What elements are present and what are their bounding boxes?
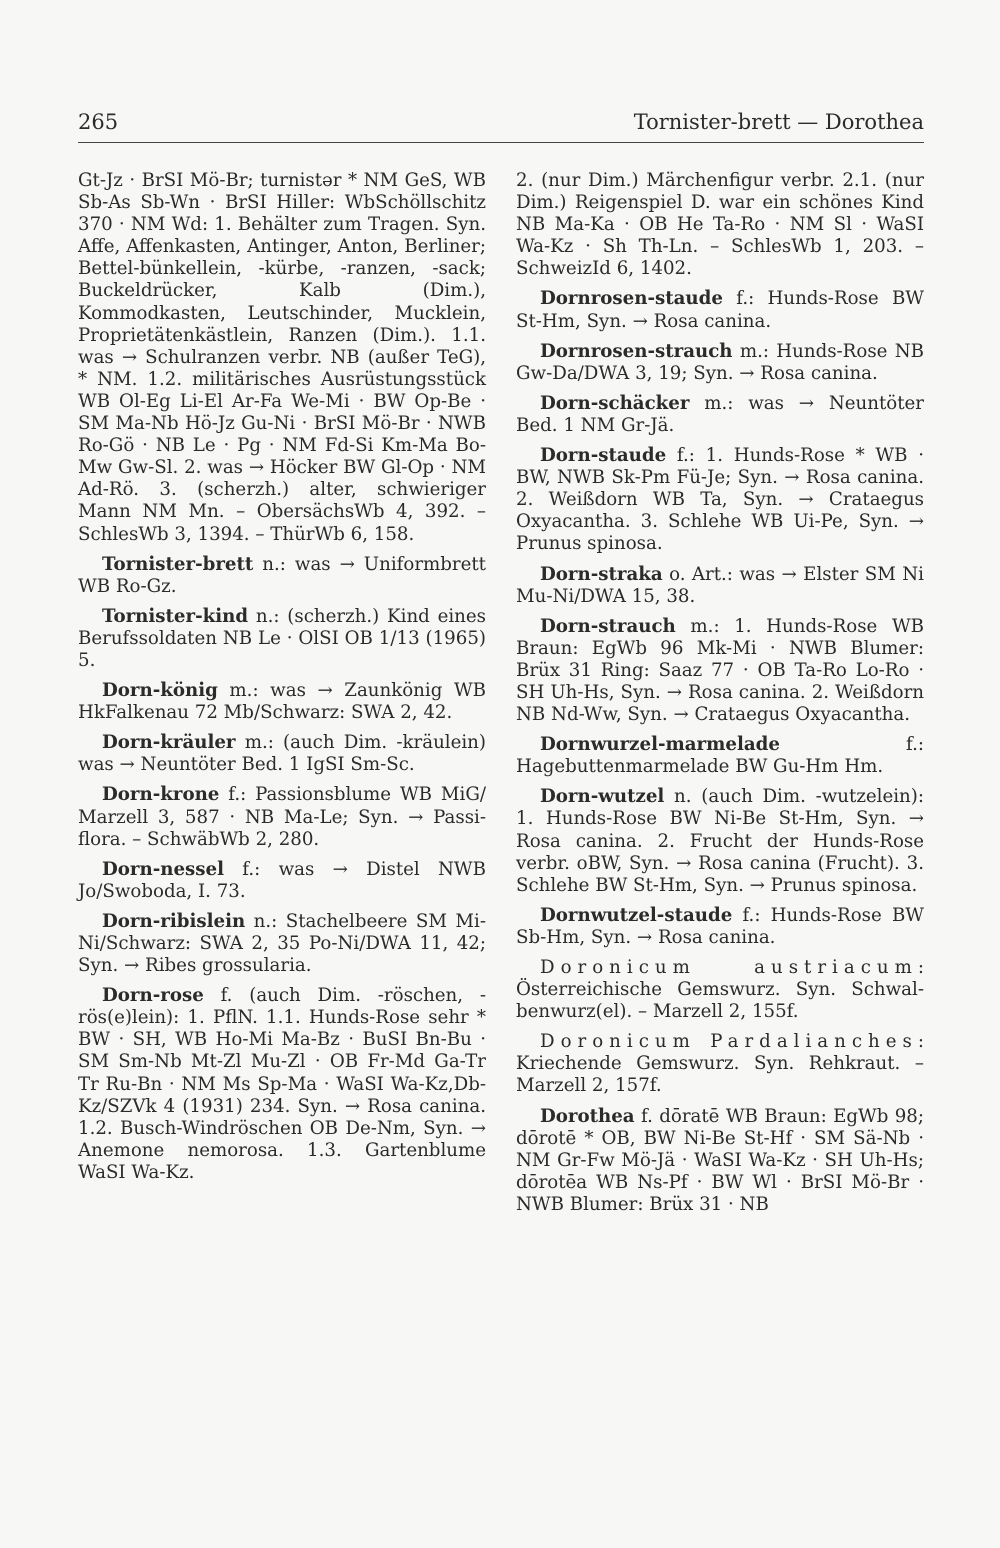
dictionary-entry bbox=[516, 564, 924, 608]
entry-headword: Tornister-brett bbox=[102, 553, 254, 575]
dictionary-entry bbox=[78, 859, 486, 903]
entry-text: 2. (nur Dim.) Märchenfigur verbr. 2.1. (nur Dim.) Reigenspiel D. war ein schönes Kind NB Ma-Ka · OB He Ta-Ro · NM Sl · WaSI Wa-Kz · Sh Th-Ln. – SchlesWb 1, 203. – SchweizId 6, 1402. bbox=[516, 170, 924, 280]
entry-headword: Doronicum Pardalianches bbox=[540, 1031, 918, 1053]
entry-text: f.: Passionsblume WB MiG/ Marzell 3, 587 · NB Ma-Le; Syn. → Passiflora. – SchwäbWb 2, 280. bbox=[78, 784, 486, 850]
entry-headword: Dornrosen-strauch bbox=[540, 340, 733, 362]
entry-headword: Dorn-strauch bbox=[540, 615, 676, 637]
entry-text: f. (auch Dim. -röschen, -rös(e)lein): 1. PflN. 1.1. Hunds-Rose sehr * BW · SH, WB Ho-Mi Ma-Bz · BuSI Bn-Bu · SM Sm-Nb Mt-Zl Mu-Zl · OB Fr-Md Ga-Tr Tr Ru-Bn · NM Ms Sp-Ma · WaSI Wa-Kz,Db-Kz/SZVk 4 (1931) 234. Syn. → Rosa canina. 1.2. Busch-Windröschen OB De-Nm, Syn. → Anemone nemorosa. 1.3. Gartenblume WaSI Wa-Kz. bbox=[78, 985, 486, 1183]
dictionary-entry bbox=[78, 732, 486, 776]
entry-headword: Dorn-schäcker bbox=[540, 392, 690, 414]
entry-text: f. dōratē WB Braun: EgWb 98; dōrotē * OB, BW Ni-Be St-Hf · SM Sä-Nb · NM Gr-Fw Mö-Jä · WaSI Wa-Kz · SH Uh-Hs; dōrotēa WB Ns-Pf · BW Wl · BrSI Mö-Br · NWB Blumer: Brüx 31 · NB bbox=[516, 1105, 924, 1215]
dictionary-entry bbox=[516, 288, 924, 332]
page-header bbox=[78, 106, 924, 143]
entry-headword: Dorn-wutzel bbox=[540, 786, 665, 808]
dictionary-entry bbox=[516, 445, 924, 555]
entry-text: m.: Hunds-Rose NB Gw-Da/DWA 3, 19; Syn. → Rosa canina. bbox=[516, 340, 924, 384]
dictionary-entry bbox=[516, 1106, 924, 1216]
entry-text: m.: was → Zaunkönig WB HkFalkenau 72 Mb/Schwarz: SWA 2, 42. bbox=[78, 680, 486, 724]
right-column bbox=[516, 170, 924, 1224]
dictionary-entry bbox=[516, 170, 924, 280]
entry-text: : Österreichische Gemswurz. Syn. Schwalbenwurz(el). – Marzell 2, 155f. bbox=[516, 957, 924, 1023]
entry-headword: Dorn-ribislein bbox=[102, 910, 246, 932]
entry-text: m.: 1. Hunds-Rose WB Braun: EgWb 96 Mk-Mi · NWB Blumer: Brüx 31 Ring: Saaz 77 · OB Ta-Ro Lo-Ro · SH Uh-Hs, Syn. → Rosa canina. 2. Weißdorn NB Nd-Ww, Syn. → Crataegus Oxyacantha. bbox=[516, 615, 924, 726]
entry-text: m.: was → Neuntöter Bed. 1 NM Gr-Jä. bbox=[516, 392, 924, 436]
entry-headword: Dorn-könig bbox=[102, 680, 218, 702]
entry-headword: Tornister-kind bbox=[102, 605, 249, 627]
dictionary-entry bbox=[516, 341, 924, 385]
dictionary-entry bbox=[516, 393, 924, 437]
entry-headword: Dornrosen-staude bbox=[540, 288, 723, 310]
entry-headword: Dornwurzel-marmelade bbox=[540, 734, 780, 756]
dictionary-entry bbox=[78, 170, 486, 546]
dictionary-entry bbox=[516, 1031, 924, 1097]
entry-text: m.: (auch Dim. -kräulein) was → Neuntöter Bed. 1 IgSI Sm-Sc. bbox=[78, 732, 486, 776]
dictionary-entry bbox=[516, 957, 924, 1023]
entry-headword: Dorn-nessel bbox=[102, 858, 225, 880]
dictionary-entry bbox=[516, 786, 924, 896]
entry-text: n.: (scherzh.) Kind eines Berufssoldaten NB Le · OlSI OB 1/13 (1965) 5. bbox=[78, 605, 486, 671]
page-number: 265 bbox=[78, 110, 119, 134]
entry-text: Gt-Jz · BrSI Mö-Br; turnistər * NM GeS, WB Sb-As Sb-Wn · BrSI Hiller: WbSchöllschitz 370 · NM Wd: 1. Behälter zum Tragen. Syn. Affe, Affenkasten, Antinger, Anton, Berliner; Bettel-bünkellein, -kürbe, -ranzen, -sack; Buckeldrücker, Kalb (Dim.), Kommodkasten, Leutschinder, Mucklein, Proprietätenkästlein, Ranzen (Dim.). 1.1. was → Schulranzen verbr. NB (außer TeG), * NM. 1.2. militärisches Ausrüstungsstück WB Ol-Eg Li-El Ar-Fa We-Mi · BW Op-Be · SM Ma-Nb Hö-Jz Gu-Ni · BrSI Mö-Br · NWB Ro-Gö · NB Le · Pg · NM Fd-Si Km-Ma Bo-Mw Gw-Sl. 2. was → Höcker BW Gl-Op · NM Ad-Rö. 3. (scherzh.) alter, schwieriger Mann NM Mn. – ObersächsWb 4, 392. – SchlesWb 3, 1394. – ThürWb 6, 158. bbox=[78, 170, 486, 545]
running-head: Tornister-brett — Dorothea bbox=[633, 110, 924, 134]
entry-headword: Dorn-krone bbox=[102, 784, 220, 806]
dictionary-entry bbox=[78, 554, 486, 598]
entry-text: : Kriechende Gemswurz. Syn. Rehkraut. – Marzell 2, 157f. bbox=[516, 1031, 924, 1097]
entry-headword: Dorn-rose bbox=[102, 985, 204, 1007]
entry-text: o. Art.: was → Elster SM Ni Mu-Ni/DWA 15, 38. bbox=[516, 563, 924, 607]
left-column bbox=[78, 170, 486, 1192]
entry-text: n.: was → Uniformbrett WB Ro-Gz. bbox=[78, 553, 486, 597]
entry-headword: Doronicum austriacum bbox=[540, 957, 918, 978]
dictionary-entry bbox=[516, 616, 924, 726]
entry-headword: Dorn-staude bbox=[540, 445, 667, 467]
entry-text: f.: 1. Hunds-Rose * WB · BW, NWB Sk-Pm Fü-Je; Syn. → Rosa canina. 2. Weißdorn WB Ta, Syn. → Crataegus Oxyacantha. 3. Schlehe WB Ui-Pe, Syn. → Prunus spinosa. bbox=[516, 445, 924, 555]
dictionary-entry bbox=[78, 680, 486, 724]
entry-text: f.: Hunds-Rose BW Sb-Hm, Syn. → Rosa canina. bbox=[516, 904, 924, 948]
dictionary-entry bbox=[78, 606, 486, 672]
entry-headword: Dorothea bbox=[540, 1105, 635, 1127]
dictionary-entry bbox=[78, 784, 486, 850]
entry-headword: Dorn-kräuler bbox=[102, 732, 236, 754]
dictionary-entry bbox=[78, 985, 486, 1184]
entry-headword: Dornwutzel-staude bbox=[540, 904, 733, 926]
entry-headword: Dorn-straka bbox=[540, 563, 663, 585]
dictionary-entry bbox=[516, 905, 924, 949]
dictionary-entry bbox=[516, 734, 924, 778]
entry-text: f.: Hagebuttenmarmelade BW Gu-Hm Hm. bbox=[516, 734, 924, 778]
entry-text: f.: Hunds-Rose BW St-Hm, Syn. → Rosa canina. bbox=[516, 288, 924, 332]
dictionary-entry bbox=[78, 911, 486, 977]
entry-text: f.: was → Distel NWB Jo/Swoboda, I. 73. bbox=[78, 858, 486, 902]
entry-text: n.: Stachelbeere SM Mi-Ni/Schwarz: SWA 2, 35 Po-Ni/DWA 11, 42; Syn. → Ribes grossularia. bbox=[78, 910, 486, 977]
entry-text: n. (auch Dim. -wutzelein): 1. Hunds-Rose BW Ni-Be St-Hm, Syn. → Rosa canina. 2. Frucht der Hunds-Rose verbr. oBW, Syn. → Rosa canina (Frucht). 3. Schlehe BW St-Hm, Syn. → Prunus spinosa. bbox=[516, 786, 924, 896]
